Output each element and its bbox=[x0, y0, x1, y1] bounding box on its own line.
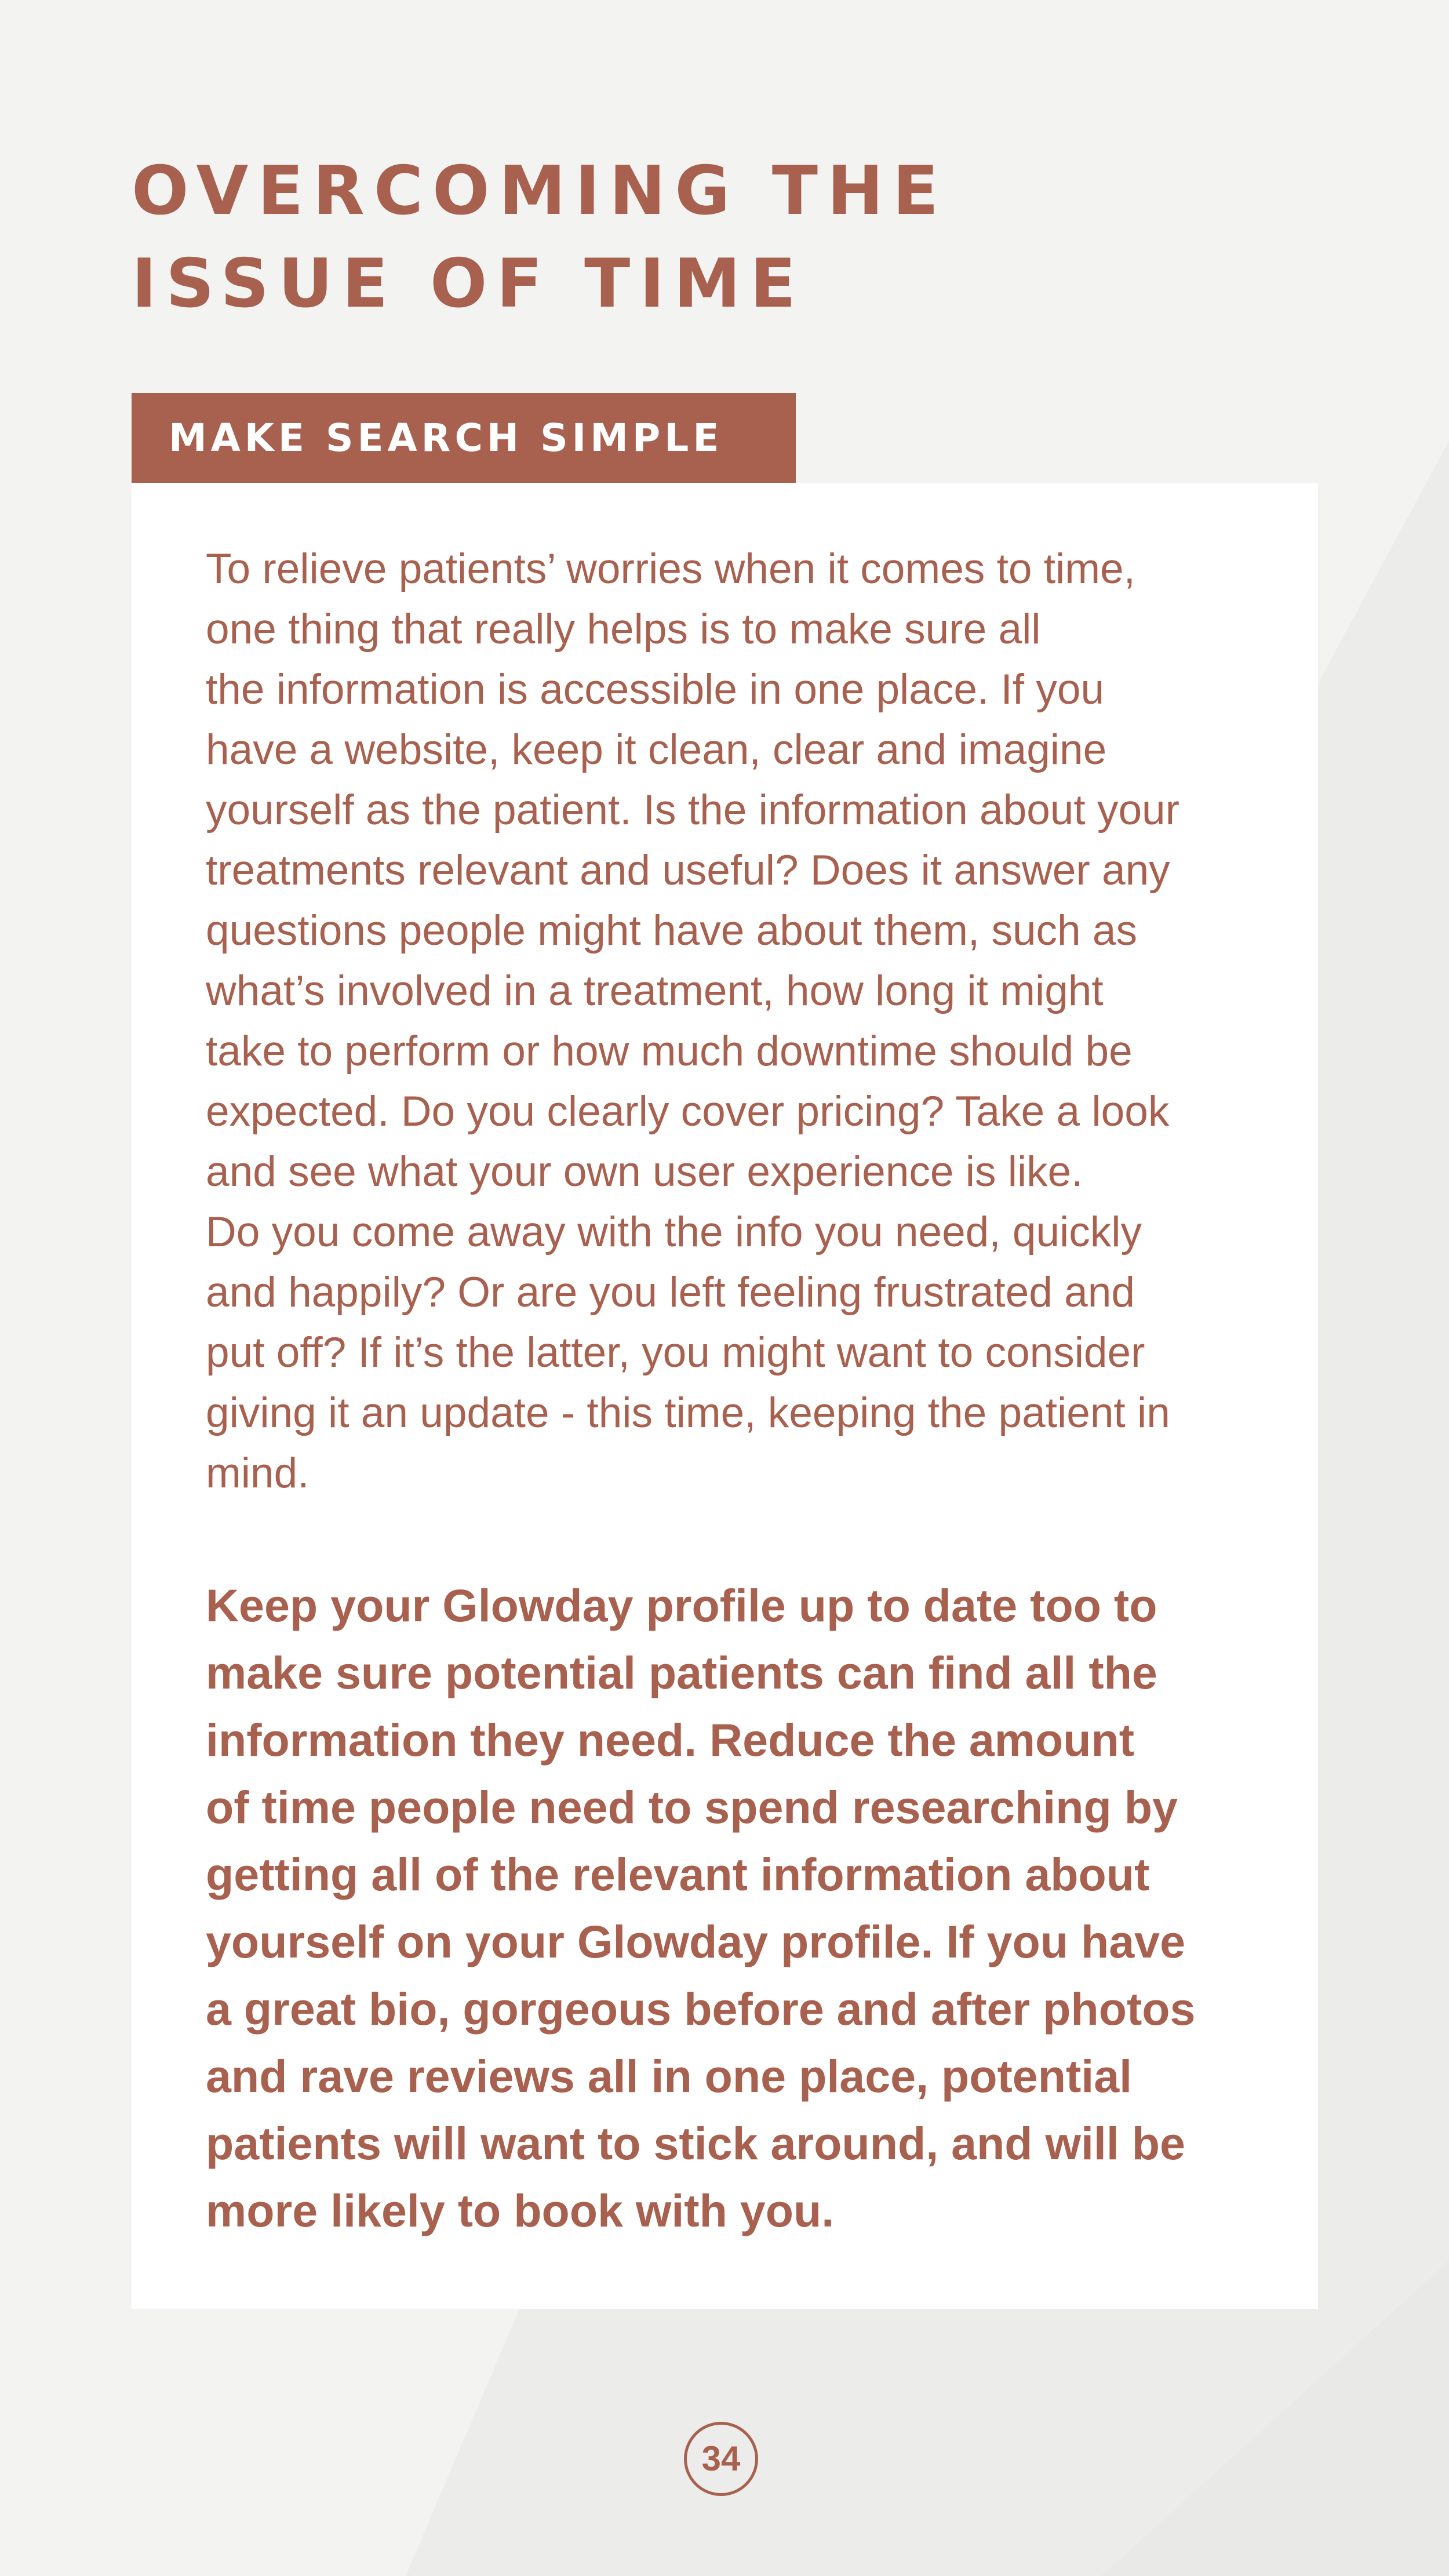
page-title-line: ISSUE OF TIME bbox=[132, 245, 806, 323]
text-line: and see what your own user experience is like. bbox=[206, 1148, 1083, 1195]
text-line: yourself on your Glowday profile. If you have bbox=[206, 1916, 1186, 1967]
text-line: questions people might have about them, such as bbox=[206, 907, 1138, 954]
text-line: yourself as the patient. Is the information about your bbox=[206, 787, 1179, 834]
text-line: make sure potential patients can find all the bbox=[206, 1647, 1157, 1698]
text-line: information they need. Reduce the amount bbox=[206, 1714, 1135, 1766]
text-line: one thing that really helps is to make sure all bbox=[206, 606, 1041, 653]
text-line: put off? If it’s the latter, you might want to consider bbox=[206, 1329, 1145, 1376]
text-line: Do you come away with the info you need, quickly bbox=[206, 1209, 1142, 1256]
text-line: and happily? Or are you left feeling frustrated and bbox=[206, 1269, 1135, 1316]
text-line: treatments relevant and useful? Does it answer any bbox=[206, 847, 1170, 894]
text-line: giving it an update - this time, keeping the patient in bbox=[206, 1389, 1170, 1436]
text-line: the information is accessible in one place. If you bbox=[206, 666, 1105, 713]
page-title bbox=[132, 145, 1233, 330]
text-line: a great bio, gorgeous before and after photos bbox=[206, 1983, 1196, 2035]
text-line: and rave reviews all in one place, potential bbox=[206, 2050, 1133, 2102]
text-line: take to perform or how much downtime should be bbox=[206, 1028, 1133, 1075]
page-number: 34 bbox=[684, 2422, 758, 2496]
section-label: MAKE SEARCH SIMPLE bbox=[132, 393, 796, 483]
text-line: patients will want to stick around, and will be bbox=[206, 2117, 1185, 2169]
text-line: have a website, keep it clean, clear and imagine bbox=[206, 726, 1107, 773]
text-line: mind. bbox=[206, 1450, 310, 1497]
emphasis-paragraph bbox=[206, 1572, 1278, 2244]
text-line: To relieve patients’ worries when it comes to time, bbox=[206, 545, 1135, 592]
text-line: Keep your Glowday profile up to date too to bbox=[206, 1580, 1157, 1631]
text-line: what’s involved in a treatment, how long it might bbox=[206, 967, 1104, 1014]
text-line: more likely to book with you. bbox=[206, 2185, 835, 2236]
page-title-line: OVERCOMING THE bbox=[132, 152, 948, 230]
intro-paragraph bbox=[206, 539, 1278, 1504]
text-line: getting all of the relevant information about bbox=[206, 1849, 1150, 1900]
text-line: expected. Do you clearly cover pricing? Take a look bbox=[206, 1088, 1170, 1135]
text-line: of time people need to spend researching by bbox=[206, 1781, 1178, 1833]
